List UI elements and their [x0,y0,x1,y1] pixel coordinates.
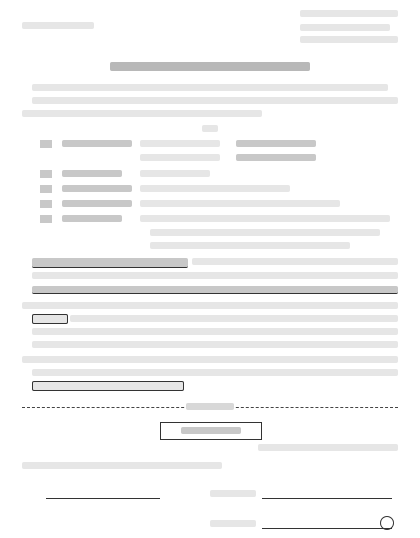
item-value-4 [140,200,340,207]
notes-line-2 [32,272,398,279]
cut-line-label [186,403,234,410]
item-label-2 [62,170,122,177]
item-value-2 [140,170,210,177]
form-deadline [258,444,398,451]
notes-line-6 [32,328,398,335]
guardian-name-line[interactable] [262,528,392,529]
notes-emphasis [32,258,188,268]
item-label-4 [62,200,132,207]
seal-mark [380,516,394,530]
notes-line-9 [32,369,398,376]
notes-line-1 [192,258,398,265]
student-name-line[interactable] [262,498,392,499]
notice-title [110,62,310,71]
notes-line-4 [22,302,398,309]
item-value-3 [140,185,290,192]
item-number-1 [40,140,52,148]
item-5-note-1 [150,229,380,236]
notes-line-8 [22,356,398,363]
section-marker [202,125,218,132]
student-name-label [210,490,256,497]
greeting-line-1 [32,84,388,91]
item-number-4 [40,200,52,208]
guardian-name-label [210,520,256,527]
item-value-5 [140,215,390,222]
item-1-amount-1 [236,140,316,147]
principal-name [300,36,398,43]
item-number-3 [40,185,52,193]
notes-line-7 [32,341,398,348]
notes-boxed-term [32,314,68,324]
item-label-3 [62,185,132,192]
form-heading-box [160,422,262,440]
notes-line-3 [32,286,398,294]
grade-class-line[interactable] [46,498,160,499]
item-number-5 [40,215,52,223]
intro-line-2 [22,110,262,117]
item-1-grade-1 [140,140,220,147]
notes-line-5 [70,315,398,322]
item-5-note-2 [150,242,350,249]
item-number-2 [40,170,52,178]
item-label-5 [62,215,122,222]
item-label-1 [62,140,132,147]
school-name [300,24,390,31]
notes-boxed-phrase [32,381,184,391]
issue-date [300,10,398,17]
item-1-grade-2 [140,154,220,161]
form-application-text [22,462,222,469]
item-1-amount-2 [236,154,316,161]
intro-line-1 [32,97,398,104]
addressee [22,22,94,29]
form-heading [181,427,241,434]
